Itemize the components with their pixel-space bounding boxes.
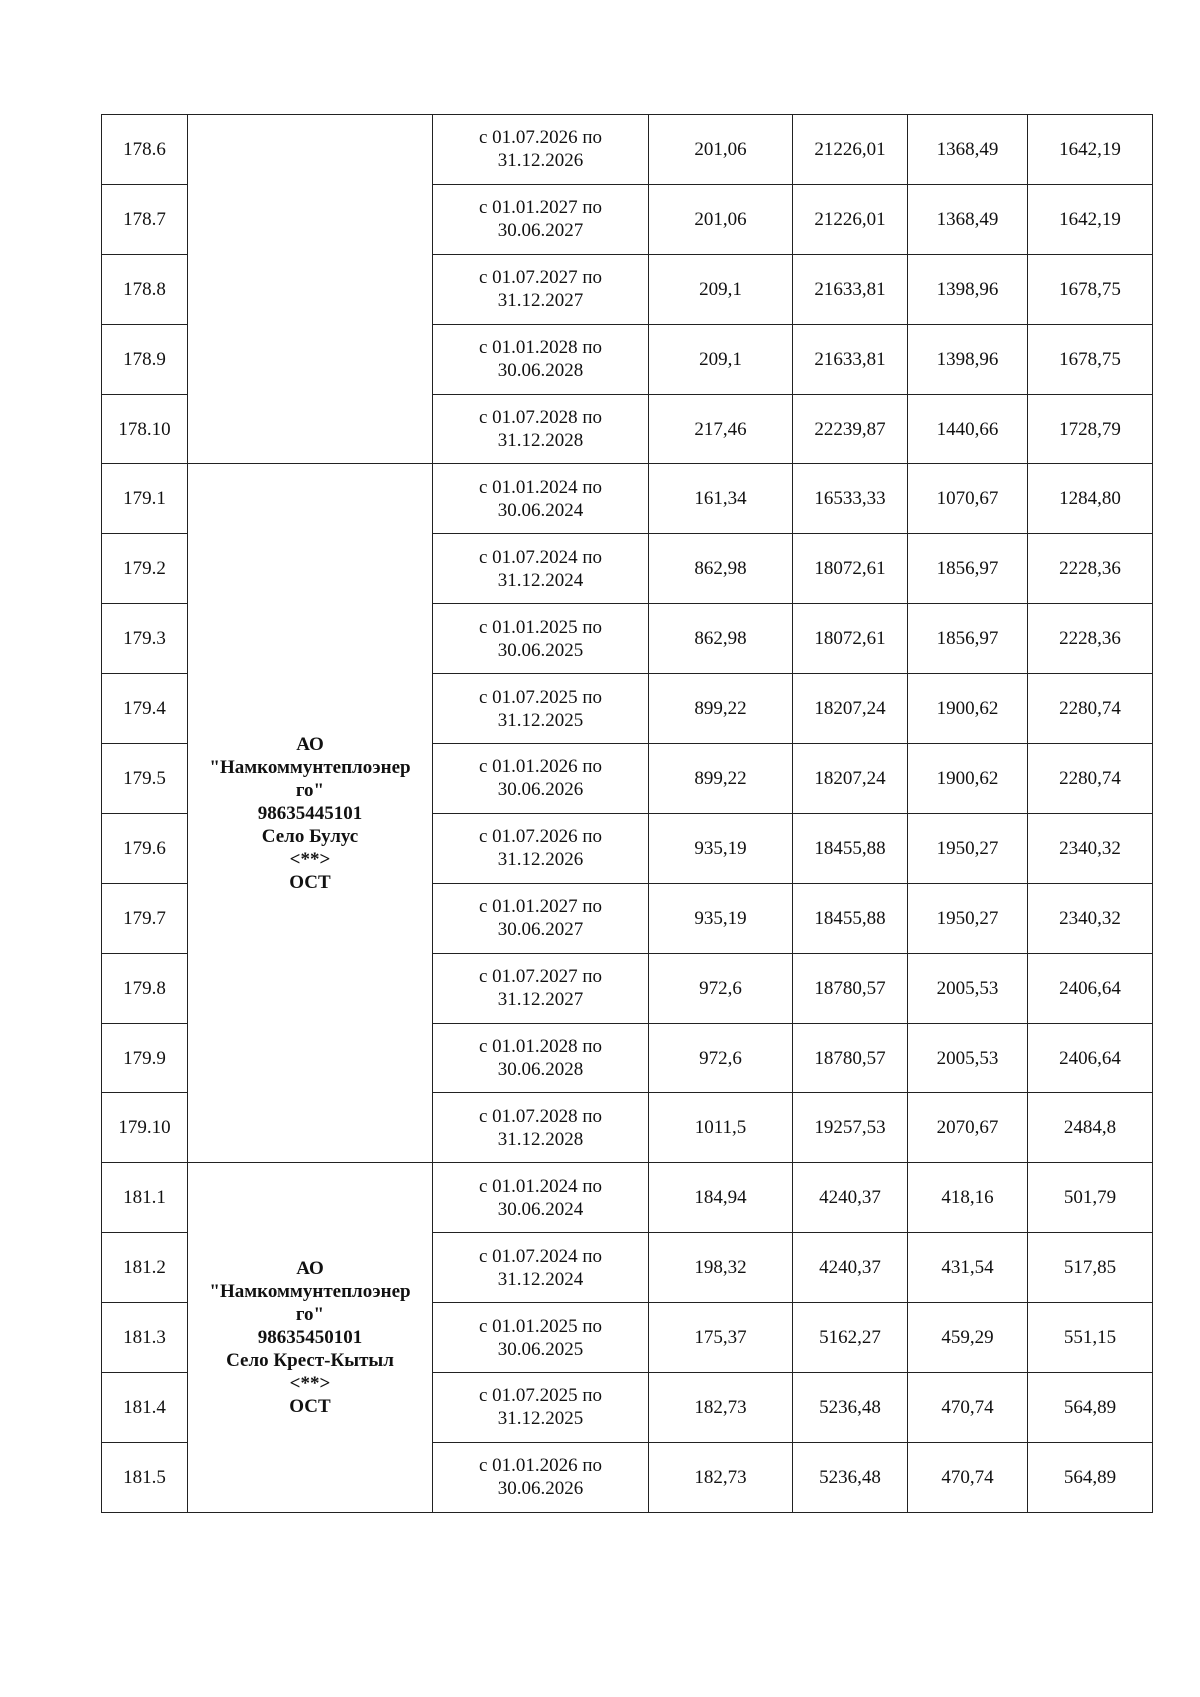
- period-to: 30.06.2026: [497, 1478, 584, 1500]
- value-cell-2: 18207,24: [793, 674, 908, 744]
- value-cell-4: 2406,64: [1028, 1023, 1153, 1093]
- row-number-cell: 179.4: [102, 674, 188, 744]
- value-cell-1: 209,1: [649, 254, 793, 324]
- value-cell-3: 1398,96: [908, 254, 1028, 324]
- period-from: с 01.07.2025 по: [478, 686, 603, 708]
- value-cell-2: 18072,61: [793, 604, 908, 674]
- row-number-cell: 179.6: [102, 813, 188, 883]
- period-cell: [433, 1442, 649, 1512]
- period-to: 31.12.2025: [497, 709, 584, 731]
- value-cell-3: 1368,49: [908, 184, 1028, 254]
- row-number-cell: 178.6: [102, 115, 188, 185]
- period-cell: [433, 324, 649, 394]
- row-number-cell: 178.8: [102, 254, 188, 324]
- period-cell: [433, 184, 649, 254]
- value-cell-4: 2280,74: [1028, 674, 1153, 744]
- value-cell-1: 209,1: [649, 324, 793, 394]
- period-from: с 01.01.2025 по: [478, 616, 603, 638]
- table-row: [102, 464, 1153, 534]
- row-number-cell: 179.9: [102, 1023, 188, 1093]
- row-number-cell: 181.5: [102, 1442, 188, 1512]
- value-cell-2: 18780,57: [793, 1023, 908, 1093]
- value-cell-3: 1856,97: [908, 604, 1028, 674]
- tariff-table-body: [102, 115, 1153, 1513]
- organization-line: Село Булус: [261, 825, 359, 847]
- value-cell-1: 1011,5: [649, 1093, 793, 1163]
- period-from: с 01.07.2025 по: [478, 1385, 603, 1407]
- value-cell-2: 18207,24: [793, 744, 908, 814]
- value-cell-3: 1440,66: [908, 394, 1028, 464]
- period-cell: [433, 115, 649, 185]
- value-cell-4: 1284,80: [1028, 464, 1153, 534]
- period-cell: [433, 813, 649, 883]
- organization-line: го": [295, 1304, 325, 1326]
- value-cell-2: 21226,01: [793, 115, 908, 185]
- value-cell-4: 1678,75: [1028, 254, 1153, 324]
- period-cell: [433, 674, 649, 744]
- value-cell-4: 501,79: [1028, 1163, 1153, 1233]
- value-cell-4: 1642,19: [1028, 115, 1153, 185]
- value-cell-3: 418,16: [908, 1163, 1028, 1233]
- value-cell-1: 217,46: [649, 394, 793, 464]
- period-to: 30.06.2024: [497, 1198, 584, 1220]
- row-number-cell: 179.1: [102, 464, 188, 534]
- value-cell-1: 899,22: [649, 744, 793, 814]
- period-to: 30.06.2027: [497, 220, 584, 242]
- period-from: с 01.01.2026 по: [478, 756, 603, 778]
- value-cell-2: 21633,81: [793, 254, 908, 324]
- period-cell: [433, 604, 649, 674]
- value-cell-4: 551,15: [1028, 1303, 1153, 1373]
- row-number-cell: 181.3: [102, 1303, 188, 1373]
- period-to: 31.12.2027: [497, 290, 584, 312]
- row-number-cell: 178.7: [102, 184, 188, 254]
- organization-line: АО: [296, 1258, 324, 1280]
- value-cell-3: 1950,27: [908, 883, 1028, 953]
- value-cell-1: 972,6: [649, 1023, 793, 1093]
- period-to: 30.06.2026: [497, 779, 584, 801]
- organization-cell: [188, 464, 433, 1163]
- organization-line: го": [295, 779, 325, 801]
- period-from: с 01.07.2026 по: [478, 127, 603, 149]
- value-cell-4: 2340,32: [1028, 813, 1153, 883]
- period-cell: [433, 1093, 649, 1163]
- value-cell-4: 2280,74: [1028, 744, 1153, 814]
- value-cell-1: 182,73: [649, 1442, 793, 1512]
- value-cell-3: 1900,62: [908, 674, 1028, 744]
- period-from: с 01.01.2024 по: [478, 1175, 603, 1197]
- value-cell-2: 19257,53: [793, 1093, 908, 1163]
- period-from: с 01.01.2028 по: [478, 337, 603, 359]
- row-number-cell: 179.7: [102, 883, 188, 953]
- value-cell-4: 1678,75: [1028, 324, 1153, 394]
- value-cell-1: 972,6: [649, 953, 793, 1023]
- value-cell-4: 1728,79: [1028, 394, 1153, 464]
- value-cell-4: 2340,32: [1028, 883, 1153, 953]
- value-cell-1: 184,94: [649, 1163, 793, 1233]
- row-number-cell: 179.2: [102, 534, 188, 604]
- period-from: с 01.07.2028 по: [478, 1105, 603, 1127]
- value-cell-1: 198,32: [649, 1233, 793, 1303]
- table-row: [102, 115, 1153, 185]
- period-from: с 01.07.2024 по: [478, 1245, 603, 1267]
- value-cell-3: 1950,27: [908, 813, 1028, 883]
- period-from: с 01.01.2028 по: [478, 1036, 603, 1058]
- value-cell-1: 182,73: [649, 1373, 793, 1443]
- value-cell-4: 564,89: [1028, 1442, 1153, 1512]
- period-cell: [433, 1373, 649, 1443]
- period-to: 31.12.2026: [497, 150, 584, 172]
- organization-line: Село Крест-Кытыл: [226, 1350, 394, 1372]
- period-to: 31.12.2028: [497, 1128, 584, 1150]
- value-cell-2: 5236,48: [793, 1373, 908, 1443]
- value-cell-1: 175,37: [649, 1303, 793, 1373]
- row-number-cell: 181.1: [102, 1163, 188, 1233]
- value-cell-2: 18455,88: [793, 813, 908, 883]
- organization-line: "Намкоммунтеплоэнер: [209, 756, 411, 778]
- tariff-table: [101, 114, 1153, 1513]
- period-cell: [433, 464, 649, 534]
- value-cell-4: 2228,36: [1028, 534, 1153, 604]
- value-cell-1: 935,19: [649, 883, 793, 953]
- row-number-cell: 181.4: [102, 1373, 188, 1443]
- period-from: с 01.01.2024 по: [478, 476, 603, 498]
- value-cell-1: 201,06: [649, 115, 793, 185]
- value-cell-4: 2228,36: [1028, 604, 1153, 674]
- value-cell-2: 5162,27: [793, 1303, 908, 1373]
- organization-line: 98635450101: [257, 1327, 363, 1349]
- value-cell-4: 564,89: [1028, 1373, 1153, 1443]
- period-from: с 01.07.2027 по: [478, 267, 603, 289]
- value-cell-3: 2005,53: [908, 953, 1028, 1023]
- period-cell: [433, 744, 649, 814]
- period-to: 30.06.2028: [497, 1059, 584, 1081]
- period-cell: [433, 883, 649, 953]
- value-cell-2: 4240,37: [793, 1163, 908, 1233]
- organization-line: ОСТ: [289, 1396, 331, 1418]
- period-from: с 01.07.2027 по: [478, 966, 603, 988]
- value-cell-3: 1900,62: [908, 744, 1028, 814]
- period-to: 30.06.2025: [497, 639, 584, 661]
- value-cell-1: 935,19: [649, 813, 793, 883]
- value-cell-3: 431,54: [908, 1233, 1028, 1303]
- period-cell: [433, 953, 649, 1023]
- period-to: 31.12.2024: [497, 569, 584, 591]
- period-to: 31.12.2024: [497, 1268, 584, 1290]
- period-cell: [433, 1303, 649, 1373]
- value-cell-1: 201,06: [649, 184, 793, 254]
- row-number-cell: 179.3: [102, 604, 188, 674]
- value-cell-3: 2005,53: [908, 1023, 1028, 1093]
- value-cell-3: 1070,67: [908, 464, 1028, 534]
- value-cell-1: 862,98: [649, 534, 793, 604]
- organization-line: 98635445101: [257, 802, 363, 824]
- period-from: с 01.01.2026 по: [478, 1455, 603, 1477]
- value-cell-1: 862,98: [649, 604, 793, 674]
- value-cell-2: 21633,81: [793, 324, 908, 394]
- value-cell-3: 1368,49: [908, 115, 1028, 185]
- value-cell-3: 1856,97: [908, 534, 1028, 604]
- period-from: с 01.07.2024 по: [478, 546, 603, 568]
- row-number-cell: 179.8: [102, 953, 188, 1023]
- period-from: с 01.01.2027 по: [478, 896, 603, 918]
- value-cell-1: 161,34: [649, 464, 793, 534]
- value-cell-3: 2070,67: [908, 1093, 1028, 1163]
- value-cell-3: 470,74: [908, 1373, 1028, 1443]
- row-number-cell: 179.5: [102, 744, 188, 814]
- row-number-cell: 181.2: [102, 1233, 188, 1303]
- period-to: 31.12.2025: [497, 1408, 584, 1430]
- period-cell: [433, 1023, 649, 1093]
- value-cell-4: 2406,64: [1028, 953, 1153, 1023]
- value-cell-3: 470,74: [908, 1442, 1028, 1512]
- value-cell-4: 2484,8: [1028, 1093, 1153, 1163]
- period-from: с 01.01.2025 по: [478, 1315, 603, 1337]
- period-to: 31.12.2026: [497, 849, 584, 871]
- period-cell: [433, 534, 649, 604]
- period-cell: [433, 394, 649, 464]
- row-number-cell: 178.9: [102, 324, 188, 394]
- value-cell-3: 459,29: [908, 1303, 1028, 1373]
- period-from: с 01.07.2028 по: [478, 407, 603, 428]
- period-to: 30.06.2024: [497, 499, 584, 521]
- value-cell-4: 517,85: [1028, 1233, 1153, 1303]
- period-to: 30.06.2025: [497, 1338, 584, 1360]
- value-cell-2: 18780,57: [793, 953, 908, 1023]
- organization-line: <**>: [289, 1373, 331, 1395]
- period-from: с 01.07.2026 по: [478, 826, 603, 848]
- organization-line: "Намкоммунтеплоэнер: [209, 1281, 411, 1303]
- period-to: 31.12.2028: [497, 430, 584, 451]
- period-to: 31.12.2027: [497, 989, 584, 1011]
- value-cell-2: 22239,87: [793, 394, 908, 464]
- period-cell: [433, 254, 649, 324]
- value-cell-2: 18455,88: [793, 883, 908, 953]
- period-cell: [433, 1163, 649, 1233]
- row-number-cell: 179.10: [102, 1093, 188, 1163]
- period-cell: [433, 1233, 649, 1303]
- period-from: с 01.01.2027 по: [478, 197, 603, 219]
- value-cell-4: 1642,19: [1028, 184, 1153, 254]
- value-cell-2: 5236,48: [793, 1442, 908, 1512]
- period-to: 30.06.2028: [497, 360, 584, 382]
- organization-line: <**>: [289, 848, 331, 870]
- organization-cell: [188, 1163, 433, 1512]
- value-cell-2: 4240,37: [793, 1233, 908, 1303]
- value-cell-3: 1398,96: [908, 324, 1028, 394]
- value-cell-2: 16533,33: [793, 464, 908, 534]
- table-row: [102, 1163, 1153, 1233]
- row-number-cell: 178.10: [102, 394, 188, 464]
- value-cell-2: 21226,01: [793, 184, 908, 254]
- organization-line: АО: [296, 733, 324, 755]
- value-cell-2: 18072,61: [793, 534, 908, 604]
- organization-cell: [188, 115, 433, 464]
- organization-line: ОСТ: [289, 871, 331, 893]
- period-to: 30.06.2027: [497, 919, 584, 941]
- value-cell-1: 899,22: [649, 674, 793, 744]
